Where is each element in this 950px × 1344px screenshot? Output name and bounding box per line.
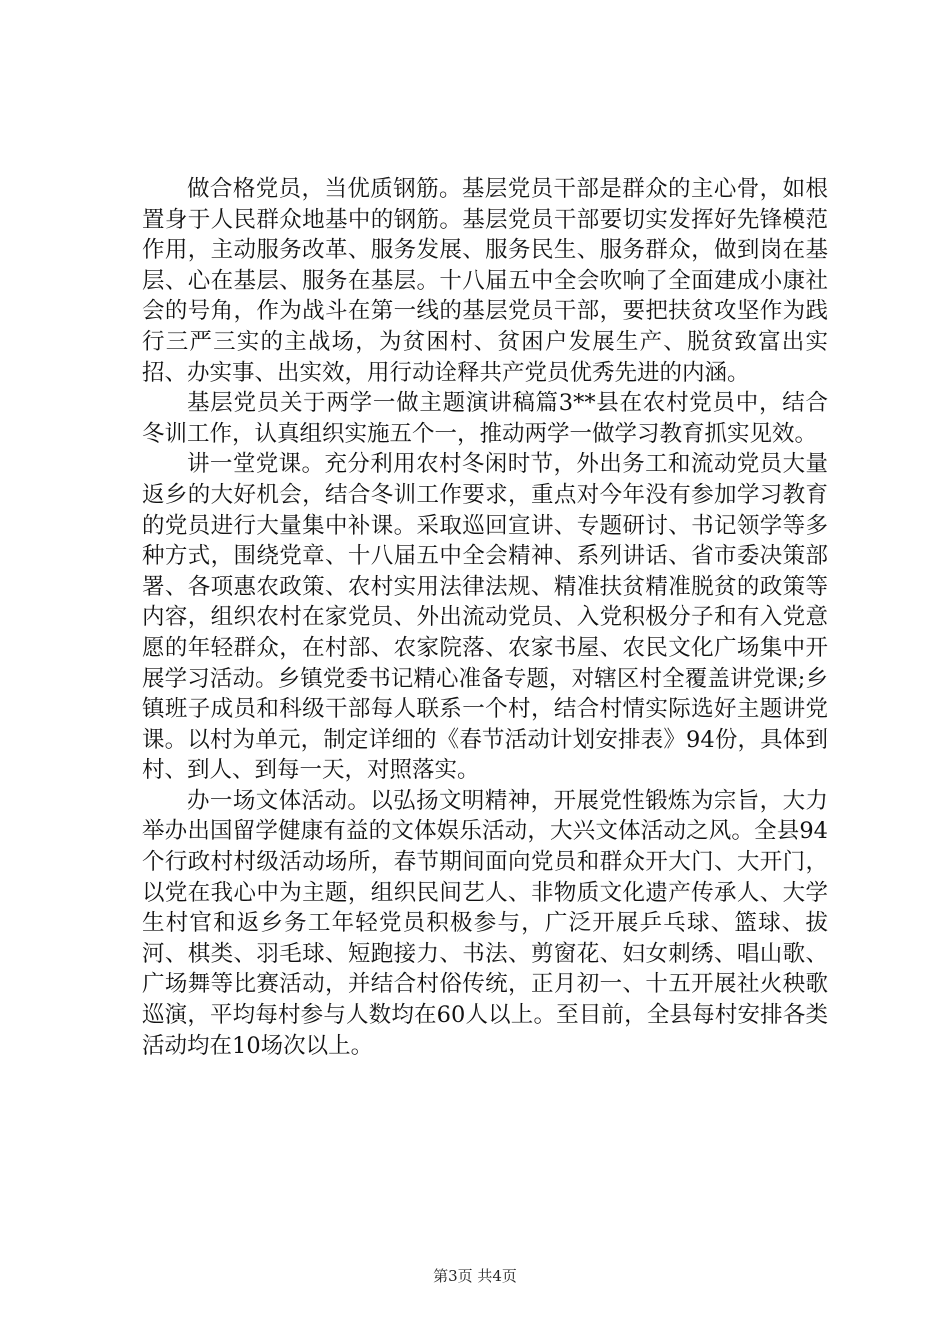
paragraph-party-lecture: 讲一堂党课。充分利用农村冬闲时节，外出务工和流动党员大量返乡的大好机会，结合冬训工作要求，重点对今年没有参加学习教育的党员进行大量集中补课。采取巡回宣讲、专题研讨、书记领学等多种方式，围绕党章、十八届五中全会精神、系列讲话、省市委决策部署、各项惠农政策、农村实用法律法规、精准扶贫精准脱贫的政策等内容，组织农村在家党员、外出流动党员、入党积极分子和有入党意愿的年轻群众，在村部、农家院落、农家书屋、农民文化广场集中开展学习活动。乡镇党委书记精心准备专题，对辖区村全覆盖讲党课;乡镇班子成员和科级干部每人联系一个村，结合村情实际选好主题讲党课。以村为单元，制定详细的《春节活动计划安排表》94份，具体到村、到人、到每一天，对照落实。: [142, 451, 828, 784]
paragraph-speech-intro: 基层党员关于两学一做主题演讲稿篇3**县在农村党员中，结合冬训工作，认真组织实施五个一，推动两学一做学习教育抓实见效。: [142, 390, 828, 447]
paragraph-cultural-activity: 办一场文体活动。以弘扬文明精神，开展党性锻炼为宗旨，大力举办出国留学健康有益的文体娱乐活动，大兴文体活动之风。全县94个行政村村级活动场所，春节期间面向党员和群众开大门、大开门，以党在我心中为主题，组织民间艺人、非物质文化遗产传承人、大学生村官和返乡务工年轻党员积极参与，广泛开展乒乓球、篮球、拔河、棋类、羽毛球、短跑接力、书法、剪窗花、妇女刺绣、唱山歌、广场舞等比赛活动，并结合村俗传统，正月初一、十五开展社火秧歌巡演，平均每村参与人数均在60人以上。至目前，全县每村安排各类活动均在10场次以上。: [142, 787, 828, 1059]
paragraph-good-party-member: 做合格党员，当优质钢筋。基层党员干部是群众的主心骨，如根置身于人民群众地基中的钢筋。基层党员干部要切实发挥好先锋模范作用，主动服务改革、服务发展、服务民生、服务群众，做到岗在基层、心在基层、服务在基层。十八届五中全会吹响了全面建成小康社会的号角，作为战斗在第一线的基层党员干部，要把扶贫攻坚作为践行三严三实的主战场，为贫困村、贫困户发展生产、脱贫致富出实招、办实事、出实效，用行动诠释共产党员优秀先进的内涵。: [142, 176, 828, 386]
page-footer: 第3页 共4页: [433, 1267, 517, 1285]
document-body: [142, 174, 828, 1061]
